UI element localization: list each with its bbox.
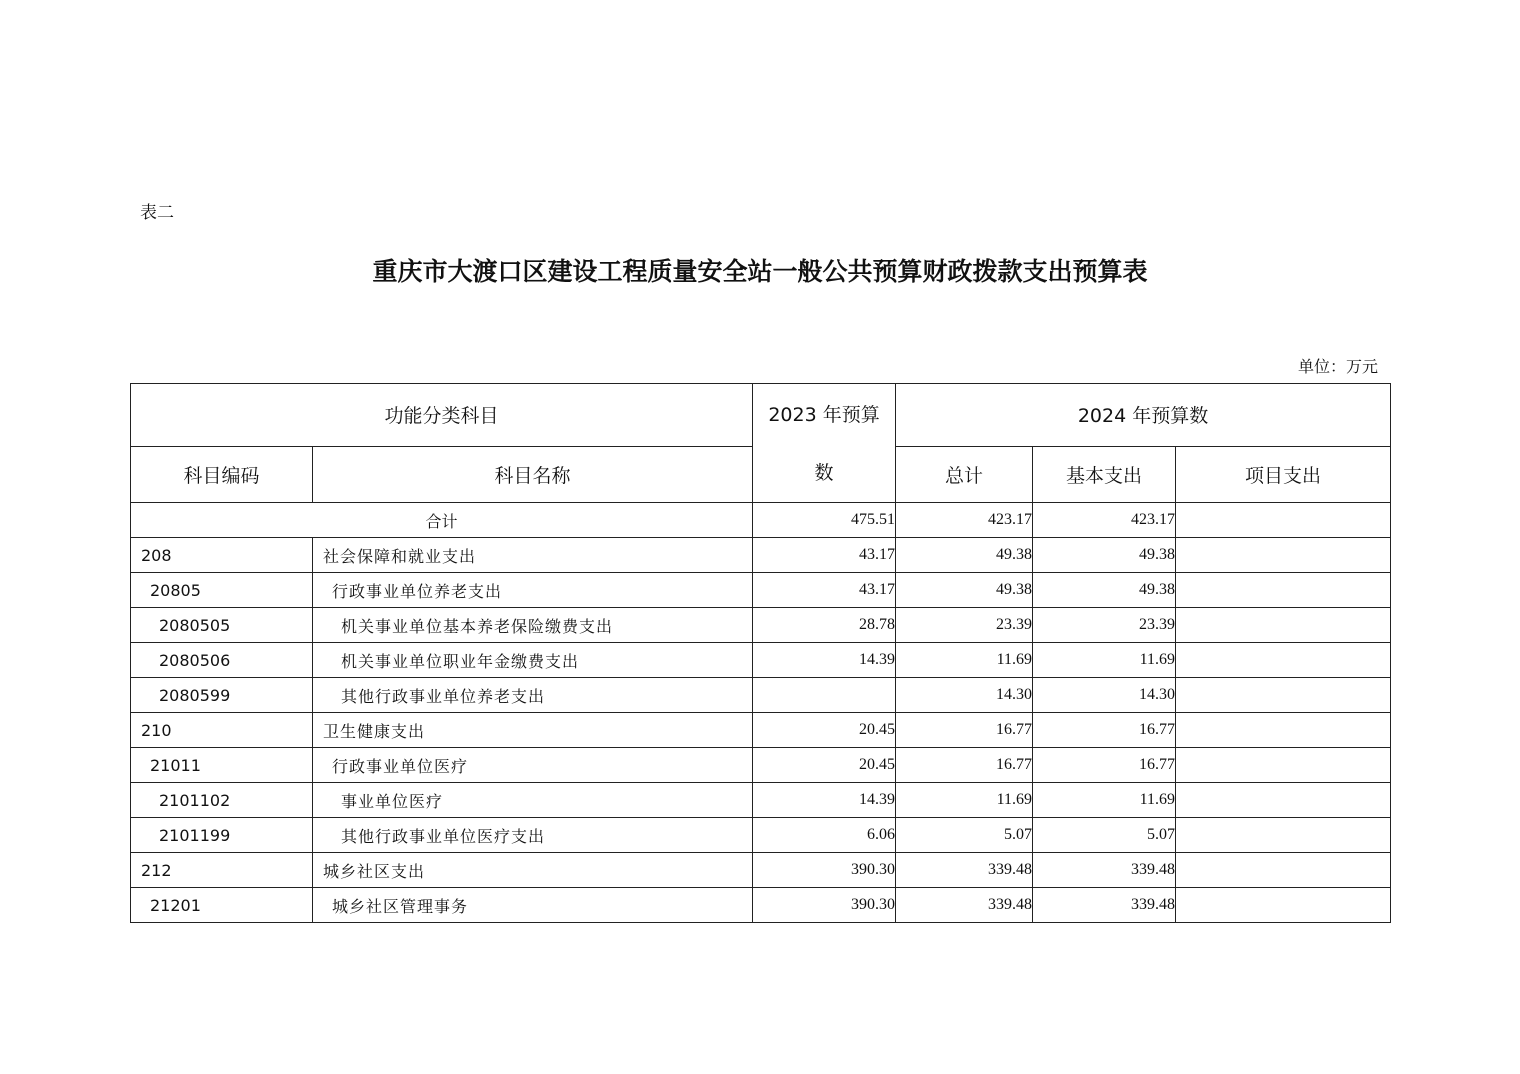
row-project [1176,888,1391,923]
header-basic: 基本支出 [1033,446,1176,502]
row-code: 2101199 [131,818,313,853]
header-total: 总计 [896,446,1033,502]
row-basic: 11.69 [1033,643,1176,678]
header-project: 项目支出 [1176,446,1391,502]
row-code: 20805 [131,573,313,608]
table-row [131,888,1391,923]
row-name: 机关事业单位职业年金缴费支出 [313,643,753,678]
row-code: 212 [131,853,313,888]
table-row [131,643,1391,678]
row-total: 5.07 [896,818,1033,853]
row-name: 其他行政事业单位医疗支出 [313,818,753,853]
header-code: 科目编码 [131,446,313,502]
row-total: 23.39 [896,608,1033,643]
row-basic: 5.07 [1033,818,1176,853]
row-b2023: 43.17 [753,573,896,608]
row-basic: 49.38 [1033,538,1176,573]
row-project [1176,678,1391,713]
row-total: 49.38 [896,538,1033,573]
row-name: 行政事业单位医疗 [313,748,753,783]
table-row [131,678,1391,713]
row-name: 卫生健康支出 [313,713,753,748]
row-basic: 16.77 [1033,713,1176,748]
header-name: 科目名称 [313,446,753,502]
row-name: 社会保障和就业支出 [313,538,753,573]
total-b2023: 475.51 [753,503,896,538]
total-row [131,503,1391,538]
row-basic: 16.77 [1033,748,1176,783]
row-b2023: 28.78 [753,608,896,643]
row-code: 21201 [131,888,313,923]
row-code: 2101102 [131,783,313,818]
row-name: 行政事业单位养老支出 [313,573,753,608]
row-b2023 [753,678,896,713]
table-label: 表二 [140,203,174,223]
total-basic: 423.17 [1033,503,1176,538]
table-row [131,573,1391,608]
row-project [1176,608,1391,643]
budget-table [130,383,1391,923]
table-body [131,503,1391,923]
row-b2023: 390.30 [753,853,896,888]
row-total: 49.38 [896,573,1033,608]
row-total: 339.48 [896,853,1033,888]
row-total: 11.69 [896,783,1033,818]
header-func-class: 功能分类科目 [131,384,753,447]
row-project [1176,538,1391,573]
row-basic: 339.48 [1033,853,1176,888]
row-basic: 23.39 [1033,608,1176,643]
row-total: 16.77 [896,748,1033,783]
table-row [131,608,1391,643]
row-name: 城乡社区管理事务 [313,888,753,923]
table-row [131,853,1391,888]
table-row [131,818,1391,853]
header-2023-line2: 数 [814,462,834,484]
row-total: 11.69 [896,643,1033,678]
table-row [131,713,1391,748]
total-label: 合计 [131,503,753,538]
row-b2023: 6.06 [753,818,896,853]
total-total: 423.17 [896,503,1033,538]
header-2023-budget [753,384,896,503]
row-b2023: 43.17 [753,538,896,573]
row-name: 机关事业单位基本养老保险缴费支出 [313,608,753,643]
row-code: 2080506 [131,643,313,678]
row-project [1176,748,1391,783]
row-basic: 14.30 [1033,678,1176,713]
row-code: 210 [131,713,313,748]
row-project [1176,713,1391,748]
row-code: 21011 [131,748,313,783]
row-name: 事业单位医疗 [313,783,753,818]
row-total: 14.30 [896,678,1033,713]
row-basic: 11.69 [1033,783,1176,818]
unit-label: 单位：万元 [1297,357,1378,376]
header-2023-line1: 2023 年预算 [768,404,880,426]
row-total: 16.77 [896,713,1033,748]
table-row [131,748,1391,783]
header-2024-budget: 2024 年预算数 [896,384,1391,447]
row-basic: 339.48 [1033,888,1176,923]
row-b2023: 390.30 [753,888,896,923]
total-project [1176,503,1391,538]
row-project [1176,783,1391,818]
row-b2023: 20.45 [753,713,896,748]
row-basic: 49.38 [1033,573,1176,608]
row-total: 339.48 [896,888,1033,923]
row-b2023: 14.39 [753,643,896,678]
row-project [1176,853,1391,888]
row-b2023: 20.45 [753,748,896,783]
row-code: 2080505 [131,608,313,643]
row-project [1176,573,1391,608]
row-project [1176,643,1391,678]
table-row [131,538,1391,573]
table-row [131,783,1391,818]
row-name: 城乡社区支出 [313,853,753,888]
row-b2023: 14.39 [753,783,896,818]
page-title: 重庆市大渡口区建设工程质量安全站一般公共预算财政拨款支出预算表 [372,257,1148,286]
row-code: 208 [131,538,313,573]
row-project [1176,818,1391,853]
row-code: 2080599 [131,678,313,713]
row-name: 其他行政事业单位养老支出 [313,678,753,713]
